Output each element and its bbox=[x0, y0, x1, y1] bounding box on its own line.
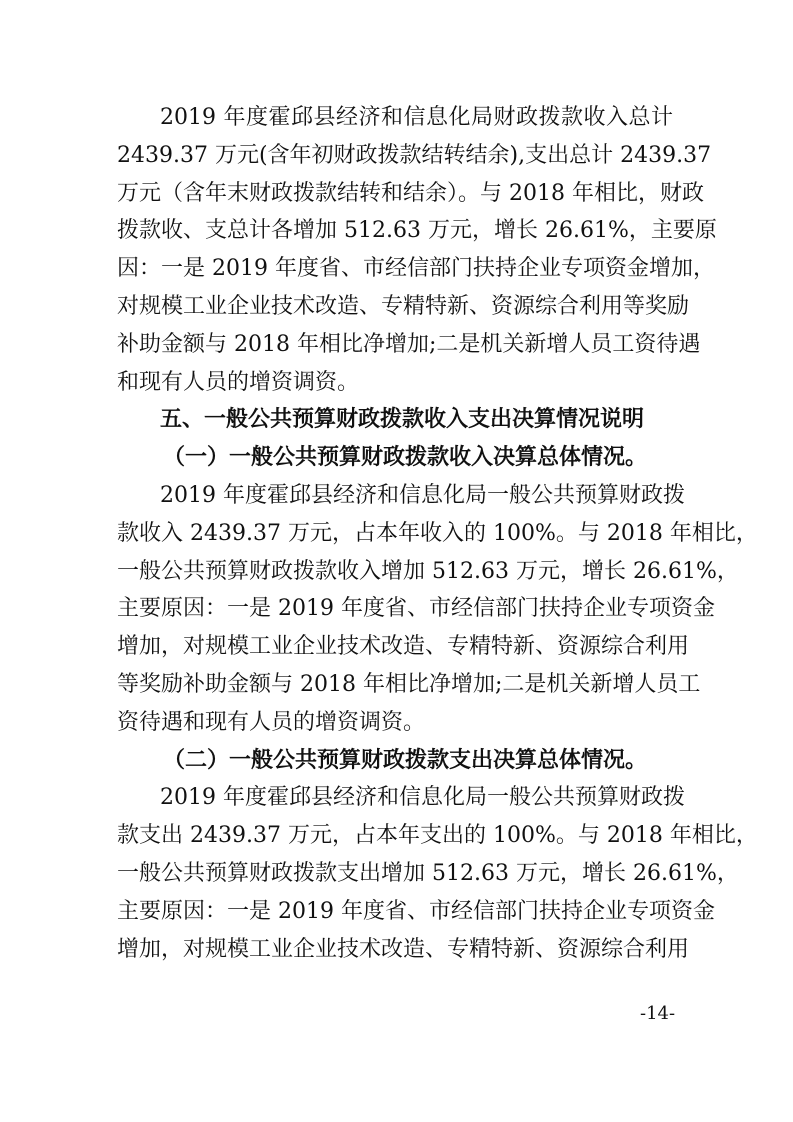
text-line: 对规模工业企业技术改造、专精特新、资源综合利用等奖励 bbox=[117, 294, 690, 319]
section-heading: 五、一般公共预算财政拨款收入支出决算情况说明 bbox=[160, 407, 645, 433]
text-line: 一般公共预算财政拨款收入增加 512.63 万元，增长 26.61%， bbox=[117, 558, 739, 584]
text-line: 和现有人员的增资调资。 bbox=[117, 369, 360, 395]
text-line: 因：一是 2019 年度省、市经信部门扶持企业专项资金增加， bbox=[117, 256, 715, 282]
text-line: 等奖励补助金额与 2018 年相比净增加;二是机关新增人员工 bbox=[117, 672, 701, 697]
text-line: 2019 年度霍邱县经济和信息化局财政拨款收入总计 bbox=[160, 105, 673, 130]
text-line: 主要原因：一是 2019 年度省、市经信部门扶持企业专项资金 bbox=[117, 596, 715, 622]
text-line: 一般公共预算财政拨款支出增加 512.63 万元，增长 26.61%， bbox=[117, 861, 739, 886]
subsection-heading: （一）一般公共预算财政拨款收入决算总体情况。 bbox=[163, 445, 648, 471]
text-line: 主要原因：一是 2019 年度省、市经信部门扶持企业专项资金 bbox=[117, 898, 715, 924]
text-line: 2019 年度霍邱县经济和信息化局一般公共预算财政拨 bbox=[160, 483, 685, 508]
text-line: 2019 年度霍邱县经济和信息化局一般公共预算财政拨 bbox=[160, 785, 685, 811]
text-line: 增加，对规模工业企业技术改造、专精特新、资源综合利用 bbox=[117, 634, 690, 660]
text-line: 补助金额与 2018 年相比净增加;二是机关新增人员工资待遇 bbox=[117, 331, 701, 357]
text-line: 万元（含年末财政拨款结转和结余）。与 2018 年相比，财政 bbox=[117, 180, 704, 206]
text-line: 款收入 2439.37 万元，占本年收入的 100%。与 2018 年相比， bbox=[117, 520, 758, 546]
text-line: 款支出 2439.37 万元，占本年支出的 100%。与 2018 年相比， bbox=[117, 823, 758, 849]
text-line: 拨款收、支总计各增加 512.63 万元，增长 26.61%，主要原 bbox=[117, 218, 717, 244]
text-line: 2439.37 万元(含年初财政拨款结转结余),支出总计 2439.37 bbox=[117, 142, 712, 168]
text-line: 资待遇和现有人员的增资调资。 bbox=[117, 709, 426, 735]
text-line: 增加，对规模工业企业技术改造、专精特新、资源综合利用 bbox=[117, 936, 690, 962]
subsection-heading: （二）一般公共预算财政拨款支出决算总体情况。 bbox=[163, 747, 648, 773]
page-number: -14- bbox=[640, 1003, 676, 1024]
